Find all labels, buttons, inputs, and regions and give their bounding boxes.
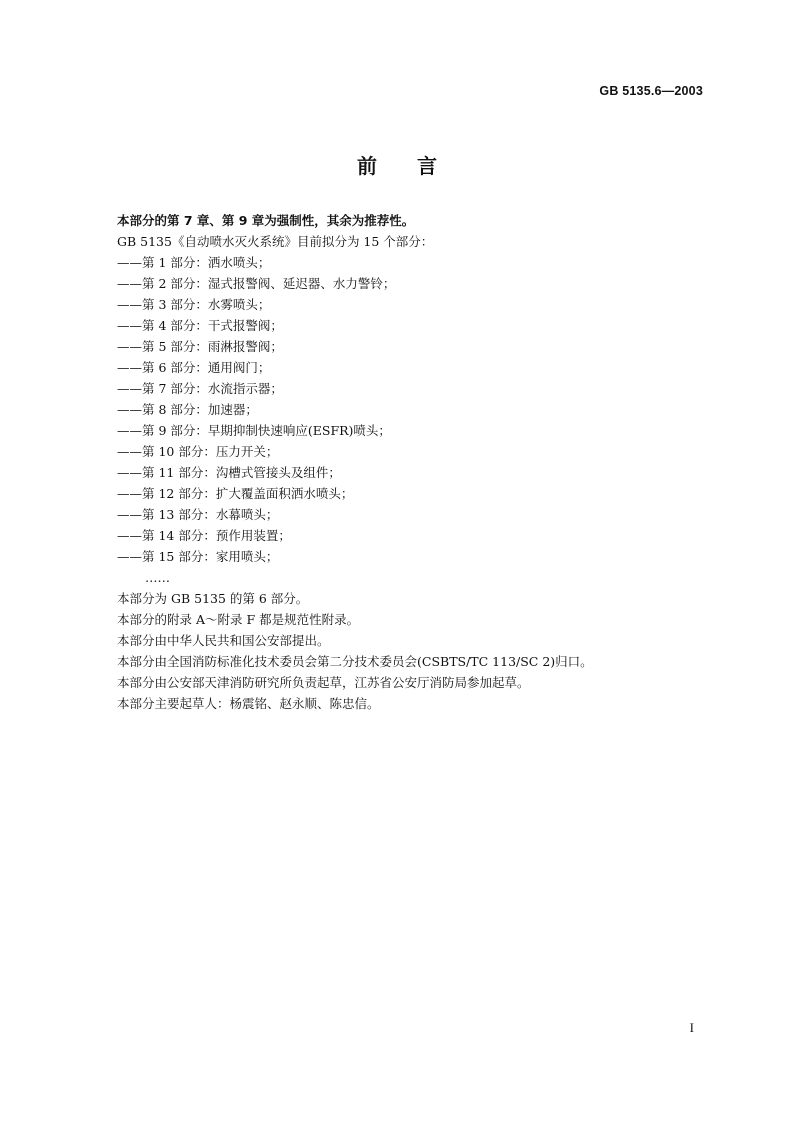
part-item-2: ——第 2 部分：湿式报警阀、延迟器、水力警铃； (117, 276, 396, 291)
parts-list (117, 252, 697, 588)
closing-line-committee: 本部分由全国消防标准化技术委员会第二分技术委员会(CSBTS/TC 113/SC 2)归口。 (117, 654, 593, 669)
closing-line-annexes: 本部分的附录 A～附录 F 都是规范性附录。 (117, 612, 360, 627)
part-item-3: ——第 3 部分：水雾喷头； (117, 297, 271, 312)
part-item-1: ——第 1 部分：洒水喷头； (117, 255, 271, 270)
page-number: I (689, 1020, 694, 1035)
part-item-12: ——第 12 部分：扩大覆盖面积洒水喷头； (117, 486, 354, 501)
closing-line-drafters: 本部分主要起草人：杨震铭、赵永顺、陈忠信。 (117, 696, 380, 711)
foreword-body (117, 210, 697, 714)
closing-line-drafting-units: 本部分由公安部天津消防研究所负责起草，江苏省公安厅消防局参加起草。 (117, 675, 530, 690)
parts-ellipsis: …… (145, 570, 170, 585)
part-item-7: ——第 7 部分：水流指示器； (117, 381, 283, 396)
part-item-13: ——第 13 部分：水幕喷头； (117, 507, 279, 522)
series-statement: GB 5135《自动喷水灭火系统》目前拟分为 15 个部分： (117, 234, 434, 249)
part-item-9: ——第 9 部分：早期抑制快速响应(ESFR)喷头； (117, 423, 391, 438)
part-item-15: ——第 15 部分：家用喷头； (117, 549, 279, 564)
closing-line-proposer: 本部分由中华人民共和国公安部提出。 (117, 633, 330, 648)
part-item-4: ——第 4 部分：干式报警阀； (117, 318, 283, 333)
part-item-14: ——第 14 部分：预作用装置； (117, 528, 291, 543)
part-item-10: ——第 10 部分：压力开关； (117, 444, 279, 459)
part-item-11: ——第 11 部分：沟槽式管接头及组件； (117, 465, 341, 480)
part-item-8: ——第 8 部分：加速器； (117, 402, 258, 417)
closing-statements (117, 588, 697, 714)
page-title: 前言 (357, 154, 477, 178)
mandatory-statement: 本部分的第 7 章、第 9 章为强制性，其余为推荐性。 (117, 213, 415, 228)
closing-line-part-number: 本部分为 GB 5135 的第 6 部分。 (117, 591, 309, 606)
part-item-5: ——第 5 部分：雨淋报警阀； (117, 339, 283, 354)
standard-code: GB 5135.6—2003 (599, 84, 703, 98)
part-item-6: ——第 6 部分：通用阀门； (117, 360, 271, 375)
